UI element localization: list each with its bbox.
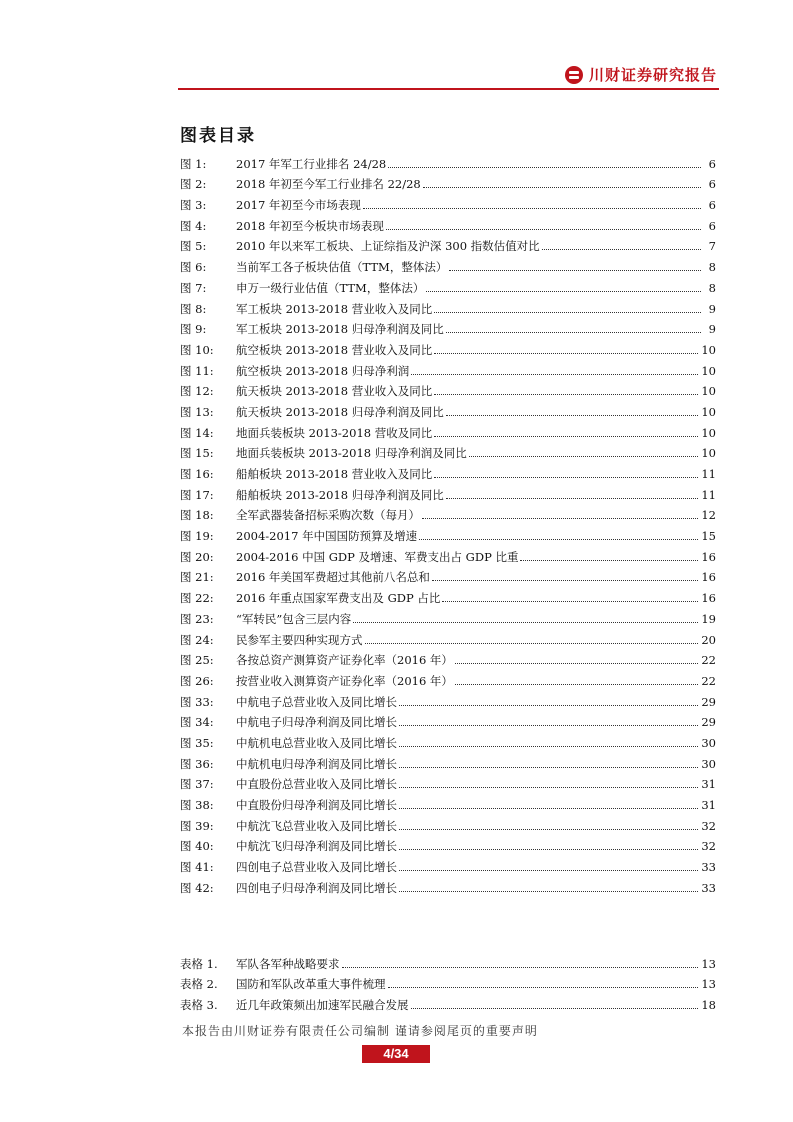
figure-toc-entry[interactable]	[180, 191, 716, 212]
toc-label: 图 23:	[180, 611, 214, 626]
toc-label: 表格 2.	[180, 977, 218, 992]
toc-title: 2004-2017 年中国国防预算及增速	[236, 529, 418, 544]
toc-leader	[434, 435, 698, 437]
toc-leader	[363, 207, 701, 209]
toc-leader	[449, 269, 701, 271]
toc-page: 6	[708, 177, 716, 192]
toc-title: 2018 年初至今军工行业排名 22/28	[236, 177, 421, 192]
toc-leader	[419, 538, 698, 540]
toc-page: 19	[701, 611, 716, 626]
toc-title: 国防和军队改革重大事件梳理	[236, 977, 386, 992]
toc-label: 图 4:	[180, 218, 207, 233]
toc-title: 2016 年重点国家军费支出及 GDP 占比	[236, 591, 441, 606]
toc-leader	[388, 986, 699, 988]
toc-leader	[455, 683, 698, 685]
toc-title: 军工板块 2013-2018 归母净利润及同比	[236, 322, 444, 337]
toc-label: 图 17:	[180, 487, 214, 502]
figure-toc-entry[interactable]	[180, 647, 716, 668]
toc-label: 表格 3.	[180, 998, 218, 1013]
toc-label: 图 2:	[180, 177, 207, 192]
toc-label: 图 21:	[180, 570, 214, 585]
figure-toc-entry[interactable]	[180, 750, 716, 771]
toc-leader	[411, 1007, 699, 1009]
toc-page: 20	[701, 632, 716, 647]
toc-label: 图 7:	[180, 280, 207, 295]
toc-label: 图 38:	[180, 798, 214, 812]
toc-label: 图 12:	[180, 384, 214, 399]
toc-page: 9	[708, 301, 716, 316]
toc-label: 图 39:	[180, 818, 214, 833]
toc-page: 10	[701, 342, 716, 357]
toc-label: 图 1:	[180, 156, 207, 171]
toc-label: 图 19:	[180, 529, 214, 544]
section-title: 图表目录	[180, 126, 256, 146]
toc-title: 全军武器装备招标采购次数（每月）	[236, 508, 420, 523]
toc-page: 15	[701, 529, 716, 544]
table-toc-entry[interactable]	[180, 991, 716, 1012]
toc-title: 2018 年初至今板块市场表现	[236, 218, 384, 233]
toc-title: 四创电子归母净利润及同比增长	[236, 880, 397, 895]
figure-toc-entry[interactable]	[180, 812, 716, 833]
figure-toc-entry[interactable]	[180, 688, 716, 709]
figure-toc-entry[interactable]	[180, 440, 716, 461]
toc-title: 2010 年以来军工板块、上证综指及沪深 300 指数估值对比	[236, 239, 540, 254]
toc-label: 表格 1.	[180, 956, 218, 971]
toc-label: 图 6:	[180, 260, 207, 275]
toc-leader	[520, 559, 698, 561]
toc-title: 民参军主要四种实现方式	[236, 632, 363, 647]
toc-title: 中航沈飞归母净利润及同比增长	[236, 839, 397, 854]
toc-leader	[411, 373, 698, 375]
toc-leader	[399, 745, 698, 747]
toc-title: 军工板块 2013-2018 营业收入及同比	[236, 301, 433, 316]
toc-label: 图 25:	[180, 653, 214, 668]
toc-label: 图 3:	[180, 198, 207, 213]
toc-label: 图 41:	[180, 860, 214, 875]
figure-toc-entry[interactable]	[180, 233, 716, 254]
toc-leader	[446, 331, 701, 333]
figure-toc-entry[interactable]	[180, 502, 716, 523]
toc-title: 航天板块 2013-2018 营业收入及同比	[236, 384, 433, 399]
toc-page: 10	[701, 446, 716, 461]
toc-leader	[342, 966, 699, 968]
chuancai-logo-icon	[565, 66, 583, 84]
toc-title: 申万一级行业估值（TTM，整体法）	[236, 280, 425, 295]
toc-label: 图 11:	[180, 363, 214, 378]
toc-leader	[434, 311, 701, 313]
page-header	[178, 60, 719, 90]
toc-title: “军转民”包含三层内容	[236, 611, 352, 626]
toc-label: 图 33:	[180, 694, 214, 709]
toc-leader	[422, 517, 698, 519]
toc-leader	[442, 600, 698, 602]
toc-label: 图 15:	[180, 446, 214, 461]
figure-toc-entry[interactable]	[180, 605, 716, 626]
toc-leader	[399, 807, 698, 809]
figure-toc-entry[interactable]	[180, 398, 716, 419]
figure-toc-entry[interactable]	[180, 667, 716, 688]
toc-page: 6	[708, 198, 716, 213]
toc-title: 按营业收入测算资产证券化率（2016 年）	[236, 673, 453, 688]
toc-page: 32	[701, 818, 716, 833]
toc-title: 中航机电归母净利润及同比增长	[236, 756, 397, 771]
toc-leader	[446, 414, 699, 416]
toc-page: 33	[701, 880, 716, 895]
toc-title: 各按总资产测算资产证券化率（2016 年）	[236, 653, 453, 668]
toc-page: 8	[708, 280, 716, 295]
brand-name: 川财证券研究报告	[588, 66, 717, 84]
toc-leader	[388, 166, 701, 168]
toc-page: 22	[701, 673, 716, 688]
toc-leader	[399, 848, 698, 850]
toc-label: 图 35:	[180, 735, 214, 750]
figure-toc-entry[interactable]	[180, 481, 716, 502]
figure-toc-entry[interactable]	[180, 522, 716, 543]
toc-page: 29	[701, 694, 716, 709]
toc-page: 30	[701, 735, 716, 750]
table-toc-entry[interactable]	[180, 950, 716, 971]
toc-title: 船舶板块 2013-2018 归母净利润及同比	[236, 487, 444, 502]
toc-label: 图 9:	[180, 322, 207, 337]
toc-label: 图 22:	[180, 591, 214, 606]
toc-title: 中航机电总营业收入及同比增长	[236, 735, 397, 750]
toc-label: 图 24:	[180, 632, 214, 647]
toc-title: 航空板块 2013-2018 归母净利润	[236, 363, 410, 378]
toc-label: 图 10:	[180, 342, 214, 357]
toc-page: 31	[701, 798, 716, 812]
figure-toc-entry[interactable]	[180, 791, 716, 812]
toc-title: 2004-2016 中国 GDP 及增速、军费支出占 GDP 比重	[236, 549, 519, 564]
toc-title: 航空板块 2013-2018 营业收入及同比	[236, 342, 433, 357]
toc-leader	[386, 228, 701, 230]
table-toc-entry[interactable]	[180, 971, 716, 992]
toc-leader	[446, 497, 699, 499]
toc-page: 32	[701, 839, 716, 854]
toc-leader	[432, 579, 698, 581]
toc-page: 18	[701, 998, 716, 1013]
toc-leader	[399, 828, 698, 830]
toc-label: 图 5:	[180, 239, 207, 254]
toc-leader	[365, 642, 699, 644]
toc-title: 船舶板块 2013-2018 营业收入及同比	[236, 467, 433, 481]
toc-leader	[423, 186, 701, 188]
toc-title: 地面兵装板块 2013-2018 归母净利润及同比	[236, 446, 467, 461]
figure-toc-entry[interactable]	[180, 212, 716, 233]
figure-toc-entry[interactable]	[180, 543, 716, 564]
toc-page: 16	[701, 549, 716, 564]
toc-page: 7	[708, 239, 716, 254]
toc-page: 11	[701, 487, 716, 502]
toc-leader	[399, 724, 698, 726]
toc-leader	[399, 890, 698, 892]
toc-page: 11	[701, 467, 716, 481]
toc-leader	[399, 786, 698, 788]
figure-toc-entry[interactable]	[180, 626, 716, 647]
toc-leader	[426, 290, 701, 292]
toc-label: 图 18:	[180, 508, 214, 523]
figure-toc-entry[interactable]	[180, 336, 716, 357]
table-toc	[180, 950, 716, 1012]
toc-label: 图 26:	[180, 673, 214, 688]
toc-label: 图 34:	[180, 715, 214, 730]
figure-toc-entry[interactable]	[180, 171, 716, 192]
toc-title: 2017 年军工行业排名 24/28	[236, 156, 387, 171]
toc-title: 中直股份总营业收入及同比增长	[236, 777, 397, 792]
toc-label: 图 42:	[180, 880, 214, 895]
toc-label: 图 13:	[180, 404, 214, 419]
page-indicator: 4/34	[362, 1045, 430, 1063]
toc-page: 10	[701, 363, 716, 378]
toc-page: 22	[701, 653, 716, 668]
toc-page: 16	[701, 591, 716, 606]
figure-toc-entry[interactable]	[180, 729, 716, 750]
toc-label: 图 8:	[180, 301, 207, 316]
header-brand	[565, 64, 717, 85]
toc-title: 中航电子总营业收入及同比增长	[236, 694, 397, 709]
figure-toc	[180, 150, 716, 895]
toc-title: 2017 年初至今市场表现	[236, 198, 361, 213]
toc-page: 10	[701, 425, 716, 440]
figure-toc-entry[interactable]	[180, 833, 716, 854]
figure-toc-entry[interactable]	[180, 709, 716, 730]
toc-label: 图 40:	[180, 839, 214, 854]
toc-page: 31	[701, 777, 716, 792]
figure-toc-entry[interactable]	[180, 378, 716, 399]
toc-title: 2016 年美国军费超过其他前八名总和	[236, 570, 430, 585]
figure-toc-entry[interactable]	[180, 253, 716, 274]
figure-toc-entry[interactable]	[180, 771, 716, 792]
toc-label: 图 14:	[180, 425, 214, 440]
figure-toc-entry[interactable]	[180, 295, 716, 316]
toc-title: 近几年政策频出加速军民融合发展	[236, 998, 409, 1013]
toc-page: 30	[701, 756, 716, 771]
toc-title: 中航电子归母净利润及同比增长	[236, 715, 397, 730]
toc-leader	[399, 869, 698, 871]
figure-toc-entry[interactable]	[180, 150, 716, 171]
figure-toc-entry[interactable]	[180, 874, 716, 895]
figure-toc-entry[interactable]	[180, 419, 716, 440]
toc-leader	[434, 352, 698, 354]
toc-title: 军队各军种战略要求	[236, 956, 340, 971]
figure-toc-entry[interactable]	[180, 357, 716, 378]
toc-label: 图 36:	[180, 756, 214, 771]
toc-page: 33	[701, 860, 716, 875]
figure-toc-entry[interactable]	[180, 460, 716, 481]
toc-title: 中直股份归母净利润及同比增长	[236, 798, 397, 812]
toc-label: 图 37:	[180, 777, 214, 792]
toc-leader	[455, 662, 698, 664]
toc-leader	[542, 248, 701, 250]
toc-title: 中航沈飞总营业收入及同比增长	[236, 818, 397, 833]
toc-page: 6	[708, 156, 716, 171]
toc-page: 29	[701, 715, 716, 730]
toc-leader	[399, 766, 698, 768]
toc-page: 10	[701, 384, 716, 399]
toc-page: 6	[708, 218, 716, 233]
figure-toc-entry[interactable]	[180, 274, 716, 295]
toc-page: 10	[701, 404, 716, 419]
toc-label: 图 20:	[180, 549, 214, 564]
toc-page: 9	[708, 322, 716, 337]
toc-page: 16	[701, 570, 716, 585]
toc-page: 12	[701, 508, 716, 523]
toc-title: 四创电子总营业收入及同比增长	[236, 860, 397, 875]
toc-leader	[353, 621, 698, 623]
toc-title: 航天板块 2013-2018 归母净利润及同比	[236, 404, 444, 419]
toc-label: 图 16:	[180, 467, 214, 481]
header-divider	[178, 88, 719, 90]
footer-disclaimer: 本报告由川财证券有限责任公司编制 谨请参阅尾页的重要声明	[182, 1024, 538, 1038]
figure-toc-entry[interactable]	[180, 316, 716, 337]
figure-toc-entry[interactable]	[180, 853, 716, 874]
toc-leader	[434, 476, 698, 478]
toc-page: 8	[708, 260, 716, 275]
toc-title: 当前军工各子板块估值（TTM，整体法）	[236, 260, 448, 275]
figure-toc-entry[interactable]	[180, 584, 716, 605]
toc-page: 13	[701, 977, 716, 992]
toc-page: 13	[701, 956, 716, 971]
figure-toc-entry[interactable]	[180, 564, 716, 585]
toc-title: 地面兵装板块 2013-2018 营收及同比	[236, 425, 433, 440]
toc-leader	[469, 455, 699, 457]
toc-leader	[399, 704, 698, 706]
toc-leader	[434, 393, 698, 395]
